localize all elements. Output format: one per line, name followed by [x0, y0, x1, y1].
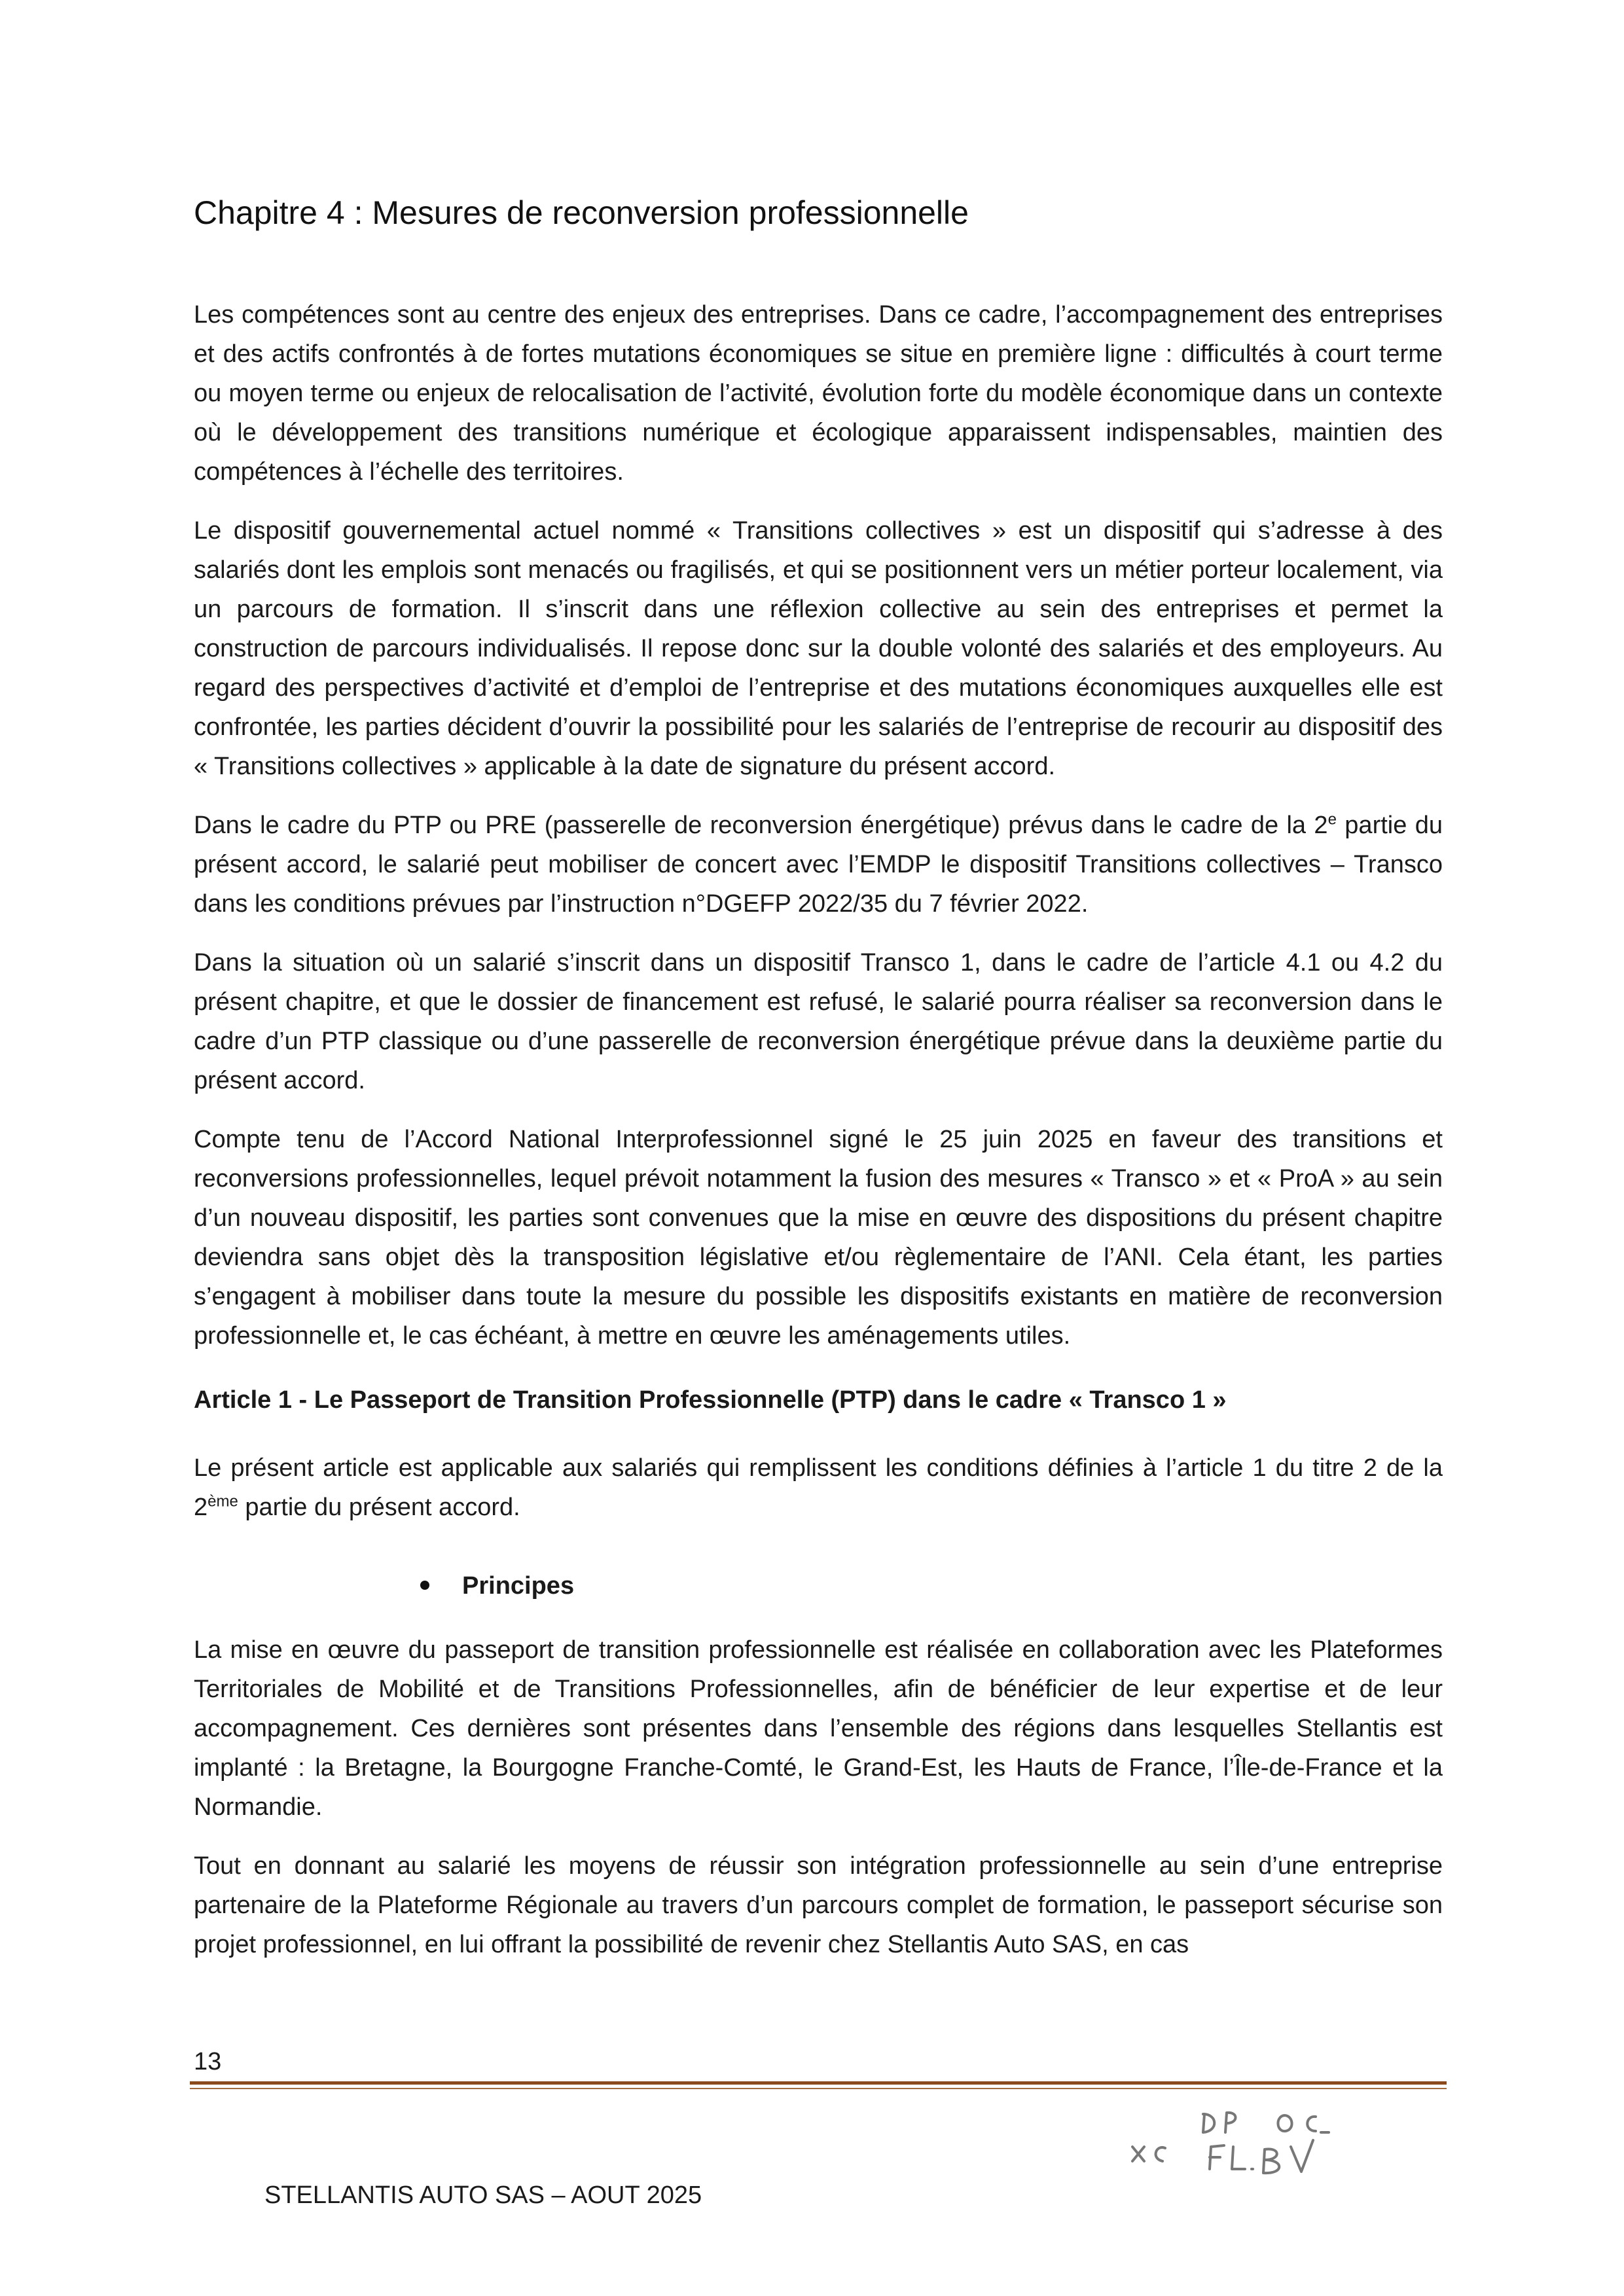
paragraph-article-intro: [194, 1448, 1443, 1527]
chapter-title: Chapitre 4 : Mesures de reconversion professionnelle: [194, 194, 969, 231]
paragraph-transco-refused: Dans la situation où un salarié s’inscrit dans un dispositif Transco 1, dans le cadre de l’article 4.1 ou 4.2 du présent chapitre, et que le dossier de financement est refusé, le salarié pourra réaliser sa reconversion dans le cadre d’un PTP classique ou d’une passerelle de reconversion énergétique prévue dans la deuxième partie du présent accord.: [194, 949, 1443, 1094]
initials-signature: [1113, 2101, 1388, 2186]
paragraph-ptp-pre: [194, 806, 1443, 924]
page-content: [194, 193, 1443, 1984]
article-title: Article 1 - Le Passeport de Transition Professionnelle (PTP) dans le cadre « Transco 1 »: [194, 1386, 1227, 1414]
superscript: e: [1327, 810, 1337, 829]
paragraph-ptp-pre-text: Dans le cadre du PTP ou PRE (passerelle de reconversion énergétique) prévus dans le cadre de la 2: [194, 812, 1328, 839]
superscript: ème: [208, 1492, 238, 1511]
paragraph-passeport: Tout en donnant au salarié les moyens de réussir son intégration professionnelle au sein d’une entreprise partenaire de la Plateforme Régionale au travers d’un parcours complet de formation, le passeport sécurise son projet professionnel, en lui offrant la possibilité de revenir chez Stellantis Auto SAS, en cas: [194, 1852, 1443, 1958]
footer-divider-thin: [190, 2088, 1447, 2089]
handwritten-initials: [1113, 2101, 1388, 2186]
bullet-heading: [194, 1566, 1443, 1605]
paragraph-ani: Compte tenu de l’Accord National Interprofessionnel signé le 25 juin 2025 en faveur des transitions et reconversions professionnelles, lequel prévoit notamment la fusion des mesures « Transco » et « ProA » au sein d’un nouveau dispositif, les parties sont convenues que la mise en œuvre des dispositions du présent chapitre deviendra sans objet dès la transposition législative et/ou règlementaire de l’ANI. Cela étant, les parties s’engagent à mobiliser dans toute la mesure du possible les dispositifs existants en matière de reconversion professionnelle et, le cas échéant, à mettre en œuvre les aménagements utiles.: [194, 1126, 1443, 1350]
page-number: 13: [194, 2048, 222, 2075]
article-intro-text: Le présent article est applicable aux salariés qui remplissent les conditions définies à l’article 1 du titre 2 de la 2: [194, 1454, 1443, 1521]
paragraph-transitions-collectives: Le dispositif gouvernemental actuel nommé « Transitions collectives » est un dispositif qui s’adresse à des salariés dont les emplois sont menacés ou fragilisés, et qui se positionnent vers un métier porteur localement, via un parcours de formation. Il s’inscrit dans une réflexion collective au sein des entreprises et permet la construction de parcours individualisés. Il repose donc sur la double volonté des salariés et des employeurs. Au regard des perspectives d’activité et d’emploi de l’entreprise et des mutations économiques auxquelles elle est confrontée, les parties décident d’ouvrir la possibilité pour les salariés de l’entreprise de recourir au dispositif des « Transitions collectives » applicable à la date de signature du présent accord.: [194, 517, 1443, 780]
paragraph-principes: La mise en œuvre du passeport de transition professionnelle est réalisée en collaboration avec les Plateformes Territoriales de Mobilité et de Transitions Professionnelles, afin de bénéficier de leur expertise et de leur accompagnement. Ces dernières sont présentes dans l’ensemble des régions dans lesquelles Stellantis est implanté : la Bretagne, la Bourgogne Franche-Comté, le Grand-Est, les Hauts de France, l’Île-de-France et la Normandie.: [194, 1636, 1443, 1821]
paragraph-intro: Les compétences sont au centre des enjeux des entreprises. Dans ce cadre, l’accompagnement des entreprises et des actifs confrontés à de fortes mutations économiques se situe en première ligne : difficultés à court terme ou moyen terme ou enjeux de relocalisation de l’activité, évolution forte du modèle économique dans un contexte où le développement des transitions numérique et écologique apparaissent indispensables, maintien des compétences à l’échelle des territoires.: [194, 301, 1443, 486]
footer-company-date: STELLANTIS AUTO SAS – AOUT 2025: [264, 2181, 702, 2209]
bullet-heading-label: Principes: [462, 1572, 575, 1600]
article-intro-text-cont: partie du présent accord.: [238, 1494, 520, 1521]
paragraph-ptp-pre-text-cont: partie du présent accord, le salarié peut mobiliser de concert avec l’EMDP le dispositif Transitions collectives – Transco dans les conditions prévues par l’instruction n°DGEFP 2022/35 du 7 février 2022.: [194, 812, 1443, 918]
bullet-icon: [420, 1581, 429, 1590]
footer-divider: [190, 2081, 1447, 2085]
